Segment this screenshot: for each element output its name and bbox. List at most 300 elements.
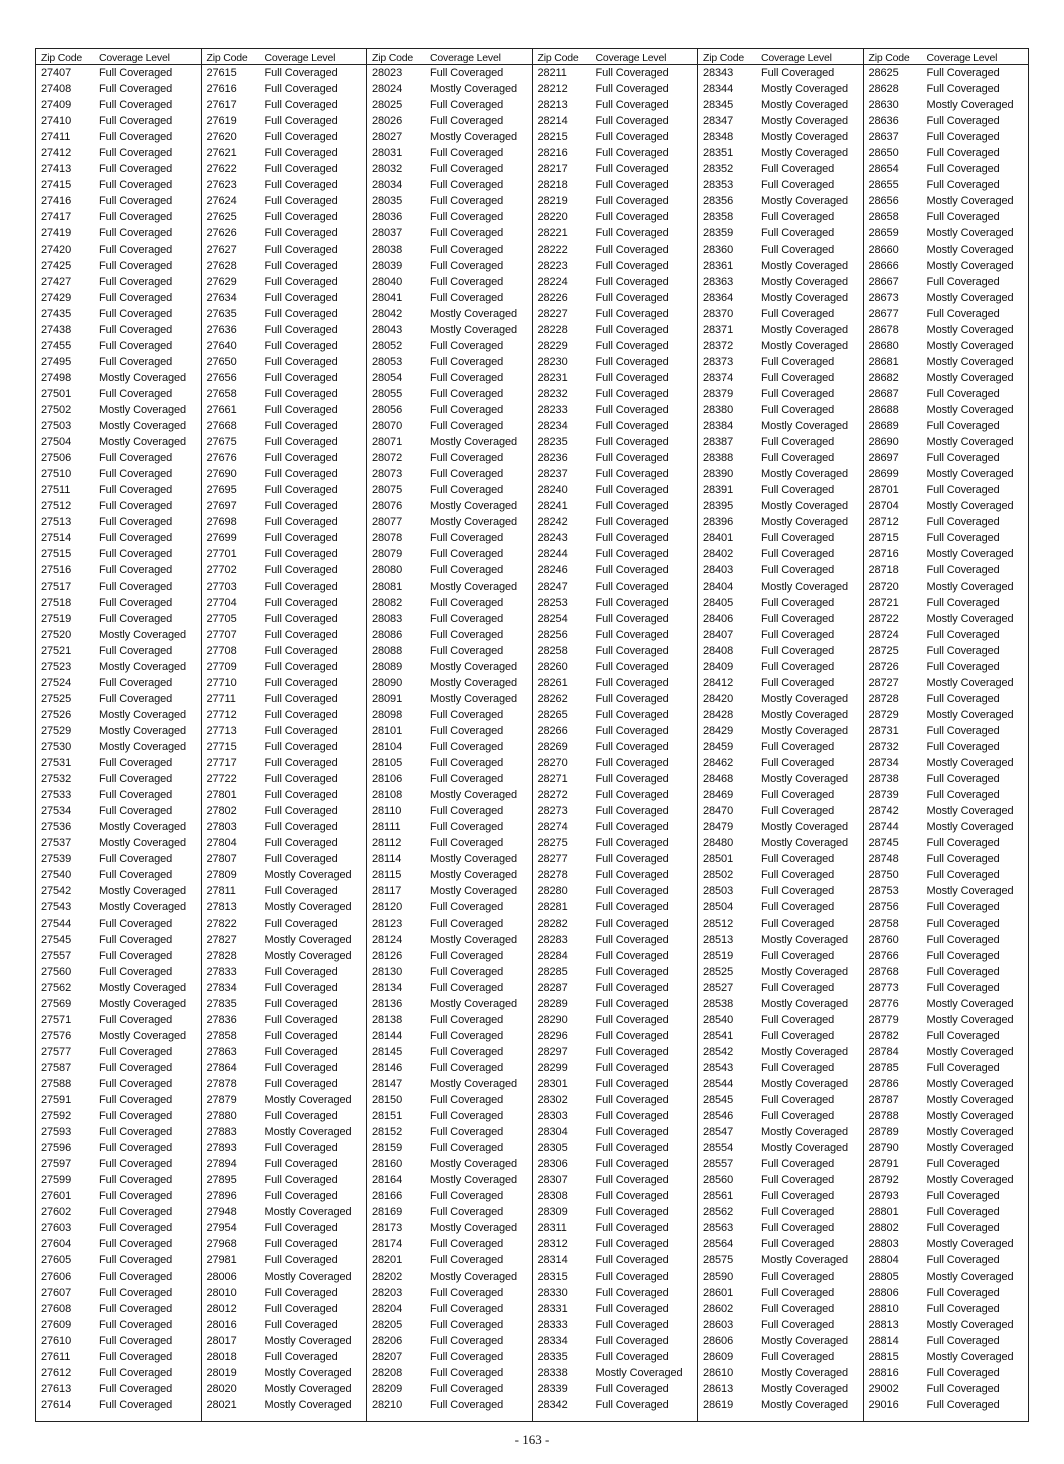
table-row (533, 691, 698, 707)
zip-code-cell: 28231 (537, 371, 568, 384)
coverage-level-cell: Full Coveraged (595, 259, 669, 272)
coverage-level-cell: Full Coveraged (430, 917, 504, 930)
table-row (698, 1156, 863, 1172)
zip-code-cell: 28816 (868, 1366, 899, 1379)
zip-code-cell: 28237 (537, 468, 568, 481)
zip-code-cell: 27511 (41, 484, 71, 497)
zip-code-cell: 28801 (868, 1206, 899, 1219)
coverage-level-cell: Full Coveraged (99, 500, 173, 513)
coverage-level-cell: Mostly Coveraged (926, 195, 1014, 208)
coverage-level-cell: Full Coveraged (926, 965, 1000, 978)
table-row (698, 177, 863, 193)
zip-code-cell: 28241 (537, 500, 568, 513)
table-row (864, 450, 1029, 466)
coverage-level-cell: Mostly Coveraged (926, 1174, 1014, 1187)
table-row (698, 65, 863, 81)
coverage-level-cell: Full Coveraged (595, 1398, 669, 1411)
coverage-level-cell: Full Coveraged (761, 243, 835, 256)
zip-code-cell: 27827 (206, 933, 237, 946)
coverage-level-cell: Full Coveraged (430, 387, 504, 400)
table-row (367, 402, 532, 418)
coverage-level-cell: Full Coveraged (595, 420, 669, 433)
zip-code-cell: 28352 (703, 163, 734, 176)
table-row (533, 867, 698, 883)
zip-code-cell: 28387 (703, 436, 734, 449)
coverage-level-cell: Full Coveraged (761, 1013, 835, 1026)
coverage-level-cell: Full Coveraged (926, 740, 1000, 753)
coverage-level-cell: Full Coveraged (99, 179, 173, 192)
table-row (698, 899, 863, 915)
coverage-level-cell: Full Coveraged (99, 387, 173, 400)
coverage-level-cell: Full Coveraged (264, 1350, 338, 1363)
coverage-level-cell: Full Coveraged (761, 355, 835, 368)
zip-code-cell: 27512 (41, 500, 72, 513)
zip-code-cell: 28787 (868, 1094, 899, 1107)
table-row (202, 1140, 367, 1156)
zip-code-cell: 27410 (41, 115, 72, 128)
zip-code-cell: 28606 (703, 1334, 734, 1347)
coverage-level-cell: Full Coveraged (99, 291, 173, 304)
coverage-level-cell: Full Coveraged (264, 500, 338, 513)
table-row (533, 996, 698, 1012)
table-row (36, 819, 201, 835)
table-row (367, 418, 532, 434)
zip-code-cell: 28541 (703, 1029, 734, 1042)
zip-code-cell: 28032 (372, 163, 403, 176)
zip-code-cell: 27863 (206, 1045, 237, 1058)
zip-code-cell: 27624 (206, 195, 237, 208)
table-row (698, 386, 863, 402)
zip-code-cell: 28753 (868, 885, 899, 898)
table-row (698, 402, 863, 418)
zip-code-cell: 28351 (703, 147, 734, 160)
coverage-level-cell: Full Coveraged (264, 115, 338, 128)
zip-code-cell: 28636 (868, 115, 899, 128)
table-row (367, 129, 532, 145)
coverage-level-cell: Full Coveraged (761, 484, 835, 497)
coverage-level-cell: Full Coveraged (430, 115, 504, 128)
coverage-level-cell: Full Coveraged (595, 115, 669, 128)
coverage-level-cell: Full Coveraged (761, 1094, 835, 1107)
coverage-level-cell: Full Coveraged (926, 484, 1000, 497)
coverage-level-cell: Full Coveraged (595, 436, 669, 449)
zip-code-cell: 27699 (206, 532, 237, 545)
coverage-level-cell: Full Coveraged (264, 131, 338, 144)
coverage-level-cell: Full Coveraged (430, 355, 504, 368)
table-row (36, 611, 201, 627)
coverage-level-cell: Full Coveraged (926, 1206, 1000, 1219)
table-row (864, 145, 1029, 161)
zip-code-cell: 27895 (206, 1174, 237, 1187)
zip-code-cell: 28253 (537, 596, 568, 609)
zip-code-cell: 28756 (868, 901, 899, 914)
table-row (36, 514, 201, 530)
table-row (533, 1269, 698, 1285)
zip-code-cell: 27419 (41, 227, 72, 240)
zip-code-cell: 28388 (703, 452, 734, 465)
coverage-level-cell: Full Coveraged (430, 339, 504, 352)
coverage-level-cell: Full Coveraged (430, 628, 504, 641)
coverage-level-cell: Full Coveraged (595, 821, 669, 834)
zip-code-cell: 28655 (868, 179, 899, 192)
zip-code-cell: 27411 (41, 131, 71, 144)
table-row (202, 129, 367, 145)
zip-code-cell: 27506 (41, 452, 72, 465)
table-row (367, 867, 532, 883)
zip-code-cell: 27702 (206, 564, 237, 577)
table-row (36, 258, 201, 274)
table-row (367, 145, 532, 161)
zip-code-cell: 28758 (868, 917, 899, 930)
coverage-level-header: Coverage Level (264, 52, 336, 64)
table-row (202, 1317, 367, 1333)
coverage-level-cell: Full Coveraged (99, 949, 173, 962)
table-row (36, 466, 201, 482)
table-row (202, 1301, 367, 1317)
zip-code-cell: 27592 (41, 1110, 72, 1123)
zip-code-cell: 28080 (372, 564, 403, 577)
zip-code-cell: 28468 (703, 773, 734, 786)
zip-code-cell: 27503 (41, 420, 72, 433)
table-row (533, 129, 698, 145)
table-row (367, 177, 532, 193)
zip-code-cell: 28218 (537, 179, 568, 192)
zip-code-cell: 28150 (372, 1094, 403, 1107)
zip-code-cell: 28035 (372, 195, 403, 208)
zip-code-cell: 28091 (372, 692, 403, 705)
coverage-level-cell: Mostly Coveraged (926, 548, 1014, 561)
coverage-level-cell: Mostly Coveraged (761, 1366, 849, 1379)
zip-code-cell: 28601 (703, 1286, 734, 1299)
coverage-level-cell: Full Coveraged (926, 1286, 1000, 1299)
zip-code-cell: 27948 (206, 1206, 237, 1219)
coverage-level-cell: Full Coveraged (99, 933, 173, 946)
zip-code-cell: 28428 (703, 708, 734, 721)
table-row (202, 514, 367, 530)
zip-code-cell: 28052 (372, 339, 403, 352)
coverage-level-cell: Mostly Coveraged (430, 516, 518, 529)
table-row (202, 81, 367, 97)
coverage-level-cell: Full Coveraged (99, 1302, 173, 1315)
coverage-level-cell: Full Coveraged (926, 307, 1000, 320)
zip-code-cell: 28258 (537, 644, 568, 657)
table-row (864, 482, 1029, 498)
zip-code-cell: 28609 (703, 1350, 734, 1363)
table-row (36, 113, 201, 129)
table-row (864, 1301, 1029, 1317)
table-row (533, 611, 698, 627)
coverage-level-cell: Full Coveraged (595, 307, 669, 320)
table-row (864, 1252, 1029, 1268)
zip-code-cell: 27658 (206, 387, 237, 400)
table-row (698, 643, 863, 659)
coverage-level-cell: Full Coveraged (595, 708, 669, 721)
coverage-level-cell: Full Coveraged (99, 131, 173, 144)
table-row (533, 1365, 698, 1381)
table-row (36, 161, 201, 177)
coverage-level-cell: Full Coveraged (99, 1334, 173, 1347)
coverage-level-cell: Full Coveraged (99, 1350, 173, 1363)
zip-code-header: Zip Code (703, 52, 745, 64)
table-row (36, 851, 201, 867)
table-row (36, 322, 201, 338)
coverage-level-cell: Mostly Coveraged (761, 1077, 849, 1090)
table-row (698, 1060, 863, 1076)
coverage-level-cell: Full Coveraged (99, 211, 173, 224)
zip-code-cell: 28173 (372, 1222, 403, 1235)
coverage-level-cell: Full Coveraged (430, 243, 504, 256)
coverage-level-cell: Mostly Coveraged (926, 1318, 1014, 1331)
coverage-level-cell: Full Coveraged (761, 404, 835, 416)
table-row (698, 258, 863, 274)
table-row (698, 193, 863, 209)
zip-code-cell: 27811 (206, 885, 236, 898)
coverage-level-cell: Mostly Coveraged (761, 692, 849, 705)
coverage-level-cell: Mostly Coveraged (761, 821, 849, 834)
coverage-level-cell: Mostly Coveraged (99, 371, 187, 384)
table-row (367, 530, 532, 546)
coverage-level-cell: Full Coveraged (264, 307, 338, 320)
zip-code-cell: 28590 (703, 1270, 734, 1283)
coverage-level-cell: Full Coveraged (430, 949, 504, 962)
table-row (698, 370, 863, 386)
coverage-level-cell: Full Coveraged (761, 660, 835, 673)
zip-code-cell: 28724 (868, 628, 899, 641)
zip-code-cell: 27540 (41, 869, 72, 882)
zip-code-cell: 28681 (868, 355, 899, 368)
coverage-level-cell: Full Coveraged (761, 211, 835, 224)
column-group (698, 49, 864, 1421)
coverage-level-cell: Mostly Coveraged (99, 404, 187, 416)
table-row (36, 1301, 201, 1317)
coverage-level-cell: Full Coveraged (430, 724, 504, 737)
zip-code-cell: 27722 (206, 773, 237, 786)
coverage-level-cell: Mostly Coveraged (430, 1158, 518, 1171)
table-row (864, 1124, 1029, 1140)
table-row (533, 1397, 698, 1413)
coverage-level-cell: Mostly Coveraged (926, 1350, 1014, 1363)
table-row (367, 1285, 532, 1301)
coverage-level-cell: Mostly Coveraged (926, 1013, 1014, 1026)
table-row (864, 161, 1029, 177)
table-row (864, 915, 1029, 931)
table-row (698, 723, 863, 739)
zip-code-cell: 28721 (868, 596, 899, 609)
coverage-level-cell: Full Coveraged (99, 484, 173, 497)
table-row (864, 835, 1029, 851)
coverage-level-cell: Full Coveraged (595, 1045, 669, 1058)
zip-code-cell: 28147 (372, 1077, 403, 1090)
zip-code-cell: 28078 (372, 532, 403, 545)
table-row (36, 1028, 201, 1044)
table-row (864, 242, 1029, 258)
table-row (367, 1076, 532, 1092)
table-row (864, 386, 1029, 402)
table-row (367, 611, 532, 627)
coverage-level-cell: Mostly Coveraged (761, 420, 849, 433)
zip-code-cell: 27524 (41, 676, 72, 689)
zip-code-cell: 27619 (206, 115, 237, 128)
zip-code-cell: 28504 (703, 901, 734, 914)
coverage-level-cell: Mostly Coveraged (926, 404, 1014, 416)
zip-code-cell: 28104 (372, 740, 403, 753)
table-row (533, 787, 698, 803)
coverage-level-cell: Full Coveraged (99, 676, 173, 689)
coverage-level-cell: Full Coveraged (926, 628, 1000, 641)
zip-code-cell: 28715 (868, 532, 899, 545)
zip-code-cell: 28227 (537, 307, 568, 320)
coverage-level-cell: Full Coveraged (761, 917, 835, 930)
coverage-level-cell: Full Coveraged (595, 564, 669, 577)
table-row (367, 579, 532, 595)
coverage-level-cell: Mostly Coveraged (761, 965, 849, 978)
table-row (698, 996, 863, 1012)
coverage-level-cell: Full Coveraged (430, 965, 504, 978)
table-row (864, 1092, 1029, 1108)
coverage-level-cell: Full Coveraged (99, 195, 173, 208)
zip-code-cell: 28219 (537, 195, 568, 208)
table-row (698, 1269, 863, 1285)
coverage-level-header: Coverage Level (430, 52, 501, 64)
zip-code-cell: 28689 (868, 420, 899, 433)
coverage-level-cell: Full Coveraged (430, 644, 504, 657)
zip-code-cell: 27656 (206, 371, 237, 384)
table-row (533, 932, 698, 948)
zip-code-cell: 28729 (868, 708, 899, 721)
coverage-level-cell: Full Coveraged (595, 243, 669, 256)
zip-code-cell: 27629 (206, 275, 237, 288)
coverage-level-cell: Mostly Coveraged (761, 323, 849, 336)
zip-code-cell: 28682 (868, 371, 899, 384)
table-row (202, 1365, 367, 1381)
zip-code-cell: 28271 (537, 773, 568, 786)
coverage-level-cell: Full Coveraged (430, 275, 504, 288)
table-row (698, 530, 863, 546)
table-row (202, 691, 367, 707)
zip-code-cell: 28404 (703, 580, 734, 593)
zip-code-cell: 28106 (372, 773, 403, 786)
zip-code-cell: 28575 (703, 1254, 734, 1267)
coverage-level-cell: Full Coveraged (264, 1142, 338, 1155)
coverage-level-cell: Full Coveraged (761, 740, 835, 753)
zip-code-cell: 28738 (868, 773, 899, 786)
coverage-level-cell: Mostly Coveraged (430, 1222, 518, 1235)
coverage-level-cell: Full Coveraged (264, 612, 338, 625)
coverage-level-cell: Full Coveraged (761, 1318, 835, 1331)
zip-code-cell: 27711 (206, 692, 236, 705)
zip-code-cell: 28209 (372, 1382, 403, 1395)
coverage-level-cell: Mostly Coveraged (761, 99, 849, 112)
table-row (202, 627, 367, 643)
zip-code-cell: 28242 (537, 516, 568, 529)
zip-code-cell: 28214 (537, 115, 568, 128)
table-row (202, 1204, 367, 1220)
zip-code-cell: 28216 (537, 147, 568, 160)
zip-code-cell: 28501 (703, 853, 734, 866)
zip-code-cell: 28779 (868, 1013, 899, 1026)
coverage-level-cell: Full Coveraged (761, 532, 835, 545)
table-row (367, 161, 532, 177)
table-row (864, 1140, 1029, 1156)
table-row (36, 386, 201, 402)
coverage-level-cell: Full Coveraged (430, 708, 504, 721)
header-row (533, 49, 698, 65)
zip-code-cell: 29002 (868, 1382, 899, 1395)
table-row (36, 225, 201, 241)
zip-code-cell: 28409 (703, 660, 734, 673)
zip-code-cell: 27968 (206, 1238, 237, 1251)
table-row (698, 498, 863, 514)
zip-code-cell: 28760 (868, 933, 899, 946)
coverage-level-cell: Full Coveraged (761, 1190, 835, 1203)
coverage-level-cell: Mostly Coveraged (761, 259, 849, 272)
coverage-level-cell: Full Coveraged (761, 564, 835, 577)
coverage-level-cell: Mostly Coveraged (99, 628, 187, 641)
coverage-level-cell: Mostly Coveraged (264, 901, 352, 914)
table-row (533, 65, 698, 81)
coverage-level-cell: Full Coveraged (430, 1126, 504, 1139)
coverage-level-cell: Full Coveraged (264, 516, 338, 529)
coverage-level-cell: Full Coveraged (926, 981, 1000, 994)
zip-code-cell: 27707 (206, 628, 237, 641)
zip-code-cell: 28278 (537, 869, 568, 882)
coverage-level-cell: Mostly Coveraged (761, 580, 849, 593)
coverage-level-cell: Mostly Coveraged (264, 1334, 352, 1347)
table-row (36, 803, 201, 819)
zip-code-cell: 28722 (868, 612, 899, 625)
coverage-level-cell: Full Coveraged (264, 628, 338, 641)
coverage-level-cell: Full Coveraged (264, 243, 338, 256)
zip-code-cell: 28101 (372, 724, 403, 737)
coverage-level-cell: Full Coveraged (430, 1350, 504, 1363)
table-row (36, 81, 201, 97)
table-row (202, 835, 367, 851)
coverage-level-cell: Full Coveraged (761, 548, 835, 561)
zip-code-cell: 28342 (537, 1398, 568, 1411)
zip-code-cell: 27513 (41, 516, 72, 529)
table-row (367, 1124, 532, 1140)
table-row (202, 1188, 367, 1204)
zip-code-cell: 28164 (372, 1174, 403, 1187)
table-row (202, 1172, 367, 1188)
coverage-level-cell: Full Coveraged (926, 773, 1000, 786)
table-row (533, 915, 698, 931)
zip-code-cell: 28235 (537, 436, 568, 449)
coverage-level-cell: Full Coveraged (761, 853, 835, 866)
table-row (36, 755, 201, 771)
zip-code-cell: 28315 (537, 1270, 568, 1283)
table-row (533, 899, 698, 915)
zip-code-cell: 28206 (372, 1334, 403, 1347)
table-row (864, 579, 1029, 595)
table-row (864, 97, 1029, 113)
table-row (36, 209, 201, 225)
zip-code-cell: 28789 (868, 1126, 899, 1139)
table-row (202, 1156, 367, 1172)
zip-code-cell: 28272 (537, 789, 568, 802)
zip-code-cell: 27697 (206, 500, 237, 513)
table-row (202, 851, 367, 867)
zip-code-cell: 28169 (372, 1206, 403, 1219)
zip-code-cell: 28628 (868, 83, 899, 96)
zip-code-cell: 28269 (537, 740, 568, 753)
zip-code-cell: 27636 (206, 323, 237, 336)
coverage-level-cell: Full Coveraged (264, 1110, 338, 1123)
coverage-level-cell: Mostly Coveraged (99, 420, 187, 433)
table-row (36, 418, 201, 434)
table-row (202, 1397, 367, 1413)
table-row (367, 803, 532, 819)
